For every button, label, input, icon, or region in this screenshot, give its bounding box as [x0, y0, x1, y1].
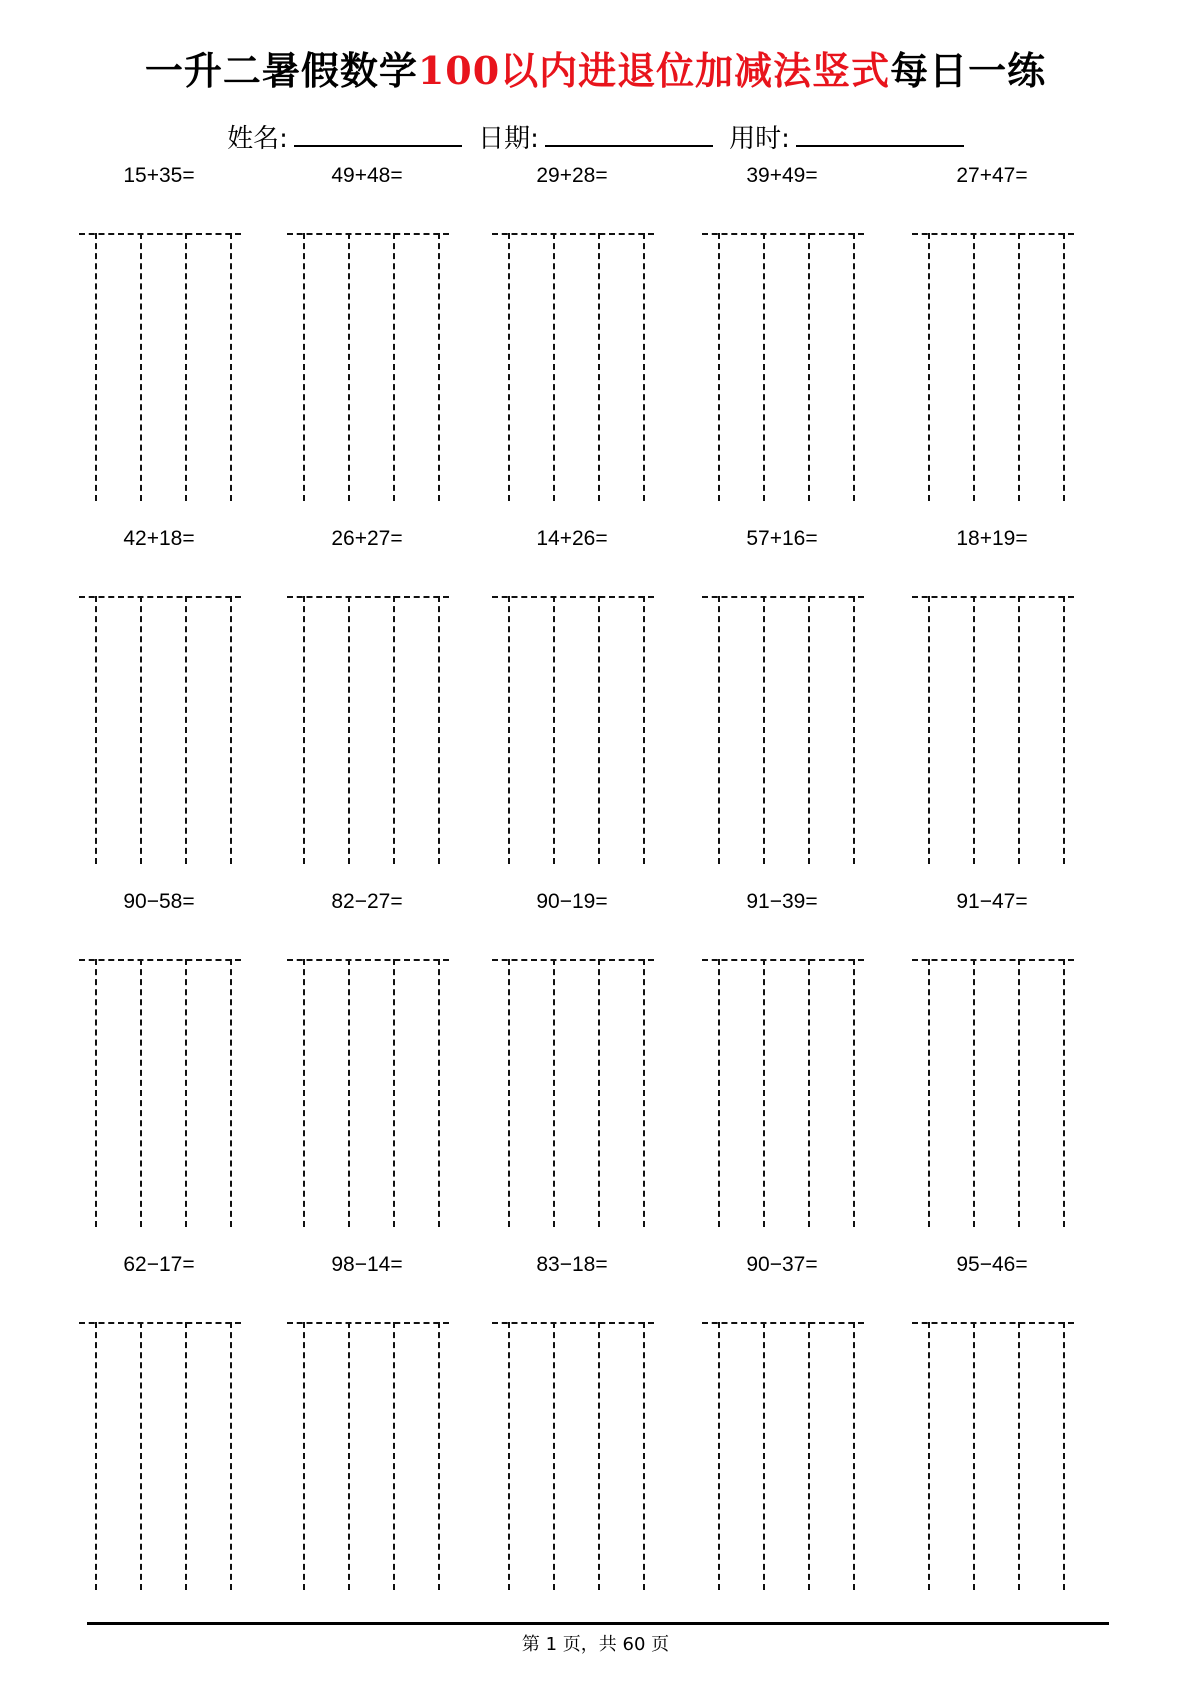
grid-column-line	[1063, 596, 1065, 864]
grid-column-line	[1018, 596, 1020, 864]
grid-top-line	[79, 233, 241, 235]
problem-text: 18+19=	[956, 527, 1028, 550]
grid-column-line	[553, 959, 555, 1227]
vertical-calc-grid[interactable]	[912, 233, 1074, 501]
grid-column-line	[438, 596, 440, 864]
grid-column-line	[928, 233, 930, 501]
grid-column-line	[973, 233, 975, 501]
grid-top-line	[912, 233, 1074, 235]
grid-column-line	[230, 233, 232, 501]
grid-column-line	[553, 233, 555, 501]
footer-divider	[87, 1622, 1109, 1625]
grid-top-line	[287, 1322, 449, 1324]
grid-column-line	[1018, 233, 1020, 501]
vertical-calc-grid[interactable]	[79, 596, 241, 864]
grid-column-line	[928, 959, 930, 1227]
page-title	[0, 40, 1191, 95]
date-blank[interactable]	[545, 119, 713, 147]
vertical-calc-grid[interactable]	[287, 233, 449, 501]
grid-column-line	[393, 1322, 395, 1590]
grid-top-line	[702, 596, 864, 598]
grid-column-line	[1063, 233, 1065, 501]
grid-column-line	[438, 959, 440, 1227]
problem-text: 62−17=	[123, 1253, 195, 1276]
grid-column-line	[303, 1322, 305, 1590]
date-field[interactable]	[478, 118, 713, 155]
grid-column-line	[230, 1322, 232, 1590]
grid-column-line	[185, 1322, 187, 1590]
grid-column-line	[973, 959, 975, 1227]
page-number: 第 1 页，共 60 页	[521, 1634, 670, 1655]
grid-top-line	[287, 233, 449, 235]
grid-column-line	[393, 233, 395, 501]
grid-top-line	[702, 233, 864, 235]
problem-text: 27+47=	[956, 164, 1028, 187]
problem-text: 15+35=	[123, 164, 195, 187]
problem-text: 90−37=	[746, 1253, 818, 1276]
grid-top-line	[492, 959, 654, 961]
vertical-calc-grid[interactable]	[287, 959, 449, 1227]
title-prefix: 一升二暑假数学	[144, 48, 418, 93]
vertical-calc-grid[interactable]	[79, 1322, 241, 1590]
grid-column-line	[928, 596, 930, 864]
grid-column-line	[348, 959, 350, 1227]
name-label: 姓名:	[227, 124, 288, 154]
vertical-calc-grid[interactable]	[287, 1322, 449, 1590]
grid-column-line	[185, 596, 187, 864]
grid-column-line	[1018, 959, 1020, 1227]
grid-column-line	[438, 233, 440, 501]
grid-column-line	[808, 596, 810, 864]
grid-column-line	[598, 233, 600, 501]
grid-column-line	[808, 1322, 810, 1590]
time-blank[interactable]	[796, 119, 964, 147]
problem-text: 83−18=	[536, 1253, 608, 1276]
grid-column-line	[140, 959, 142, 1227]
grid-column-line	[393, 596, 395, 864]
grid-column-line	[718, 233, 720, 501]
problem-text: 90−58=	[123, 890, 195, 913]
grid-column-line	[1063, 959, 1065, 1227]
grid-column-line	[303, 959, 305, 1227]
problem-text: 98−14=	[331, 1253, 403, 1276]
grid-column-line	[808, 959, 810, 1227]
grid-column-line	[718, 1322, 720, 1590]
grid-column-line	[140, 1322, 142, 1590]
grid-top-line	[912, 1322, 1074, 1324]
grid-column-line	[643, 1322, 645, 1590]
grid-column-line	[853, 233, 855, 501]
vertical-calc-grid[interactable]	[702, 1322, 864, 1590]
vertical-calc-grid[interactable]	[912, 596, 1074, 864]
grid-top-line	[492, 596, 654, 598]
grid-top-line	[702, 959, 864, 961]
grid-column-line	[95, 596, 97, 864]
grid-column-line	[508, 1322, 510, 1590]
info-fields	[0, 118, 1191, 155]
grid-top-line	[287, 596, 449, 598]
name-field[interactable]	[227, 118, 462, 155]
grid-top-line	[79, 1322, 241, 1324]
grid-column-line	[643, 596, 645, 864]
grid-column-line	[643, 233, 645, 501]
grid-column-line	[763, 959, 765, 1227]
time-field[interactable]	[729, 118, 964, 155]
vertical-calc-grid[interactable]	[702, 959, 864, 1227]
grid-column-line	[95, 233, 97, 501]
grid-column-line	[718, 959, 720, 1227]
vertical-calc-grid[interactable]	[492, 959, 654, 1227]
grid-column-line	[853, 959, 855, 1227]
date-label: 日期:	[478, 124, 539, 154]
problem-text: 29+28=	[536, 164, 608, 187]
vertical-calc-grid[interactable]	[912, 959, 1074, 1227]
problem-text: 91−39=	[746, 890, 818, 913]
problem-text: 90−19=	[536, 890, 608, 913]
grid-column-line	[598, 596, 600, 864]
grid-column-line	[185, 233, 187, 501]
vertical-calc-grid[interactable]	[79, 959, 241, 1227]
grid-column-line	[95, 959, 97, 1227]
problem-text: 49+48=	[331, 164, 403, 187]
grid-top-line	[492, 233, 654, 235]
grid-column-line	[928, 1322, 930, 1590]
grid-top-line	[702, 1322, 864, 1324]
problem-text: 39+49=	[746, 164, 818, 187]
grid-top-line	[79, 959, 241, 961]
grid-column-line	[853, 596, 855, 864]
grid-column-line	[303, 596, 305, 864]
problem-text: 26+27=	[331, 527, 403, 550]
problem-text: 91−47=	[956, 890, 1028, 913]
grid-column-line	[643, 959, 645, 1227]
grid-column-line	[508, 233, 510, 501]
grid-top-line	[492, 1322, 654, 1324]
grid-column-line	[140, 596, 142, 864]
time-label: 用时:	[729, 124, 790, 154]
grid-column-line	[598, 1322, 600, 1590]
vertical-calc-grid[interactable]	[492, 233, 654, 501]
grid-column-line	[230, 959, 232, 1227]
grid-column-line	[438, 1322, 440, 1590]
grid-top-line	[912, 959, 1074, 961]
grid-column-line	[140, 233, 142, 501]
grid-column-line	[348, 596, 350, 864]
grid-column-line	[348, 1322, 350, 1590]
grid-column-line	[1063, 1322, 1065, 1590]
vertical-calc-grid[interactable]	[912, 1322, 1074, 1590]
grid-column-line	[1018, 1322, 1020, 1590]
vertical-calc-grid[interactable]	[492, 596, 654, 864]
grid-column-line	[185, 959, 187, 1227]
grid-column-line	[808, 233, 810, 501]
grid-column-line	[763, 1322, 765, 1590]
grid-column-line	[508, 959, 510, 1227]
problem-text: 82−27=	[331, 890, 403, 913]
vertical-calc-grid[interactable]	[702, 596, 864, 864]
grid-column-line	[973, 596, 975, 864]
grid-top-line	[79, 596, 241, 598]
grid-column-line	[553, 1322, 555, 1590]
grid-column-line	[598, 959, 600, 1227]
grid-column-line	[95, 1322, 97, 1590]
title-suffix: 每日一练	[890, 48, 1047, 93]
title-highlight: 100以内进退位加减法竖式	[417, 48, 891, 93]
grid-column-line	[853, 1322, 855, 1590]
problem-text: 57+16=	[746, 527, 818, 550]
grid-column-line	[973, 1322, 975, 1590]
grid-column-line	[230, 596, 232, 864]
vertical-calc-grid[interactable]	[492, 1322, 654, 1590]
problem-text: 95−46=	[956, 1253, 1028, 1276]
problem-text: 14+26=	[536, 527, 608, 550]
vertical-calc-grid[interactable]	[287, 596, 449, 864]
vertical-calc-grid[interactable]	[702, 233, 864, 501]
grid-column-line	[348, 233, 350, 501]
grid-top-line	[287, 959, 449, 961]
name-blank[interactable]	[294, 119, 462, 147]
grid-column-line	[393, 959, 395, 1227]
grid-column-line	[763, 233, 765, 501]
grid-column-line	[508, 596, 510, 864]
problem-text: 42+18=	[123, 527, 195, 550]
vertical-calc-grid[interactable]	[79, 233, 241, 501]
grid-column-line	[718, 596, 720, 864]
grid-top-line	[912, 596, 1074, 598]
grid-column-line	[303, 233, 305, 501]
grid-column-line	[763, 596, 765, 864]
grid-column-line	[553, 596, 555, 864]
